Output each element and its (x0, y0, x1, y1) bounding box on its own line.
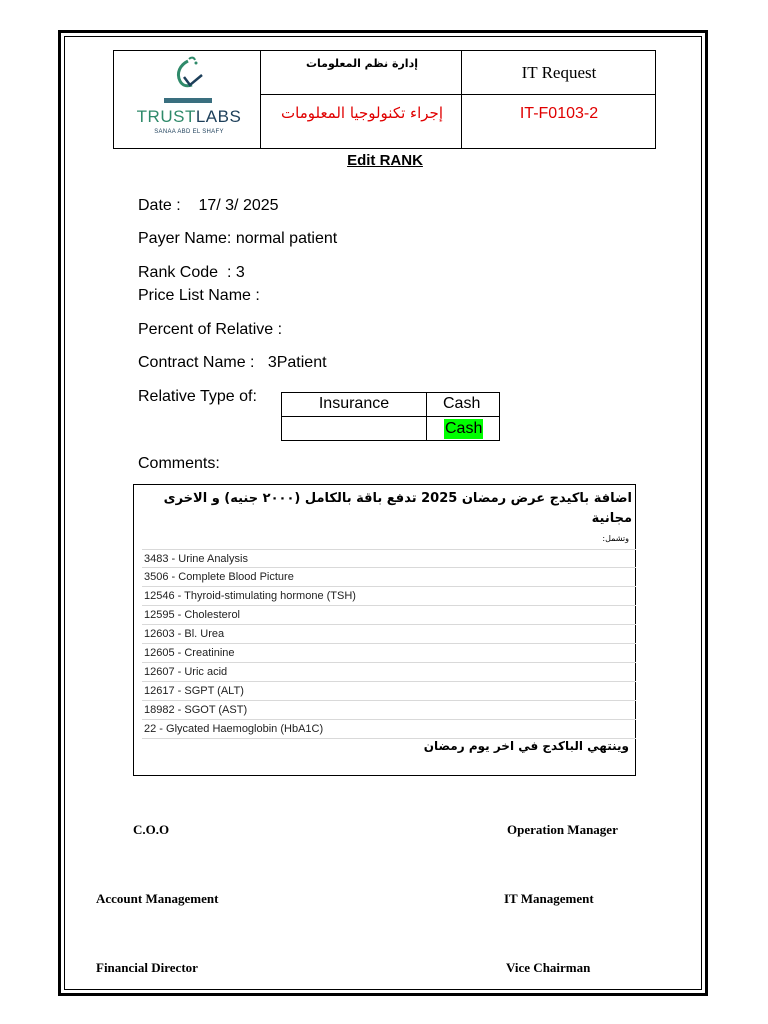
includes-label-ar: وتشمل: (602, 534, 629, 543)
relative-type-label: Relative Type of: (138, 388, 257, 405)
comments-box (133, 484, 636, 776)
signature-financial-director: Financial Director (96, 960, 198, 975)
date-field: Date : 17/ 3/ 2025 (138, 197, 279, 214)
signature-it-management: IT Management (504, 891, 594, 906)
package-end-note-ar: وينتهي الباكدج في اخر يوم رمضان (423, 739, 629, 753)
list-item: 3483 - Urine Analysis (142, 549, 636, 568)
logo-mark-icon (162, 55, 216, 99)
procedure-name-ar: إجراء تكنولوجيا المعلومات (281, 104, 443, 122)
insurance-header: Insurance (318, 395, 390, 412)
signature-operation-manager: Operation Manager (507, 822, 618, 837)
list-item: 12603 - Bl. Urea (142, 625, 636, 644)
cash-header: Cash (443, 395, 481, 412)
payer-name-field: Payer Name: normal patient (138, 230, 338, 247)
list-item: 12617 - SGPT (ALT) (142, 682, 636, 701)
list-item: 12605 - Creatinine (142, 644, 636, 663)
package-headline-ar: اضافة باكيدج عرض رمضان 2025 تدفع باقة بالكامل (٢٠٠٠ جنيه) و الاخرى مجانية (163, 491, 632, 526)
rank-code-field: Rank Code : 3 (138, 264, 245, 281)
logo-wordmark: TRUSTLABS (136, 107, 242, 126)
comments-label: Comments: (138, 455, 220, 472)
signature-vice-chairman: Vice Chairman (506, 960, 591, 975)
contract-name-field: Contract Name : 3Patient (138, 354, 327, 371)
list-item: 12595 - Cholesterol (142, 606, 636, 625)
percent-relative-field: Percent of Relative : (138, 321, 283, 338)
list-item: 18982 - SGOT (AST) (142, 701, 636, 720)
list-item: 22 - Glycated Haemoglobin (HbA1C) (142, 720, 636, 739)
form-title: Edit RANK (347, 152, 423, 169)
signature-coo: C.O.O (133, 822, 170, 837)
document-title: IT Request (521, 63, 597, 82)
logo-banner (164, 98, 212, 103)
cash-value-highlighted: Cash (445, 420, 483, 437)
document-code: IT-F0103-2 (519, 105, 599, 122)
list-item: 3506 - Complete Blood Picture (142, 568, 636, 587)
company-logo (114, 51, 261, 148)
header-table (113, 50, 656, 149)
list-item: 12607 - Uric acid (142, 663, 636, 682)
test-list (142, 549, 636, 739)
price-list-field: Price List Name : (138, 287, 260, 304)
header-row-divider (261, 94, 655, 95)
department-name-ar: إدارة نظم المعلومات (305, 57, 418, 70)
list-item: 12546 - Thyroid-stimulating hormone (TSH) (142, 587, 636, 606)
relative-type-table (281, 392, 500, 441)
logo-subtitle: SANAA ABD EL SHAFY (154, 129, 224, 135)
relative-table-row-divider (282, 416, 499, 417)
signature-account-management: Account Management (96, 891, 219, 906)
